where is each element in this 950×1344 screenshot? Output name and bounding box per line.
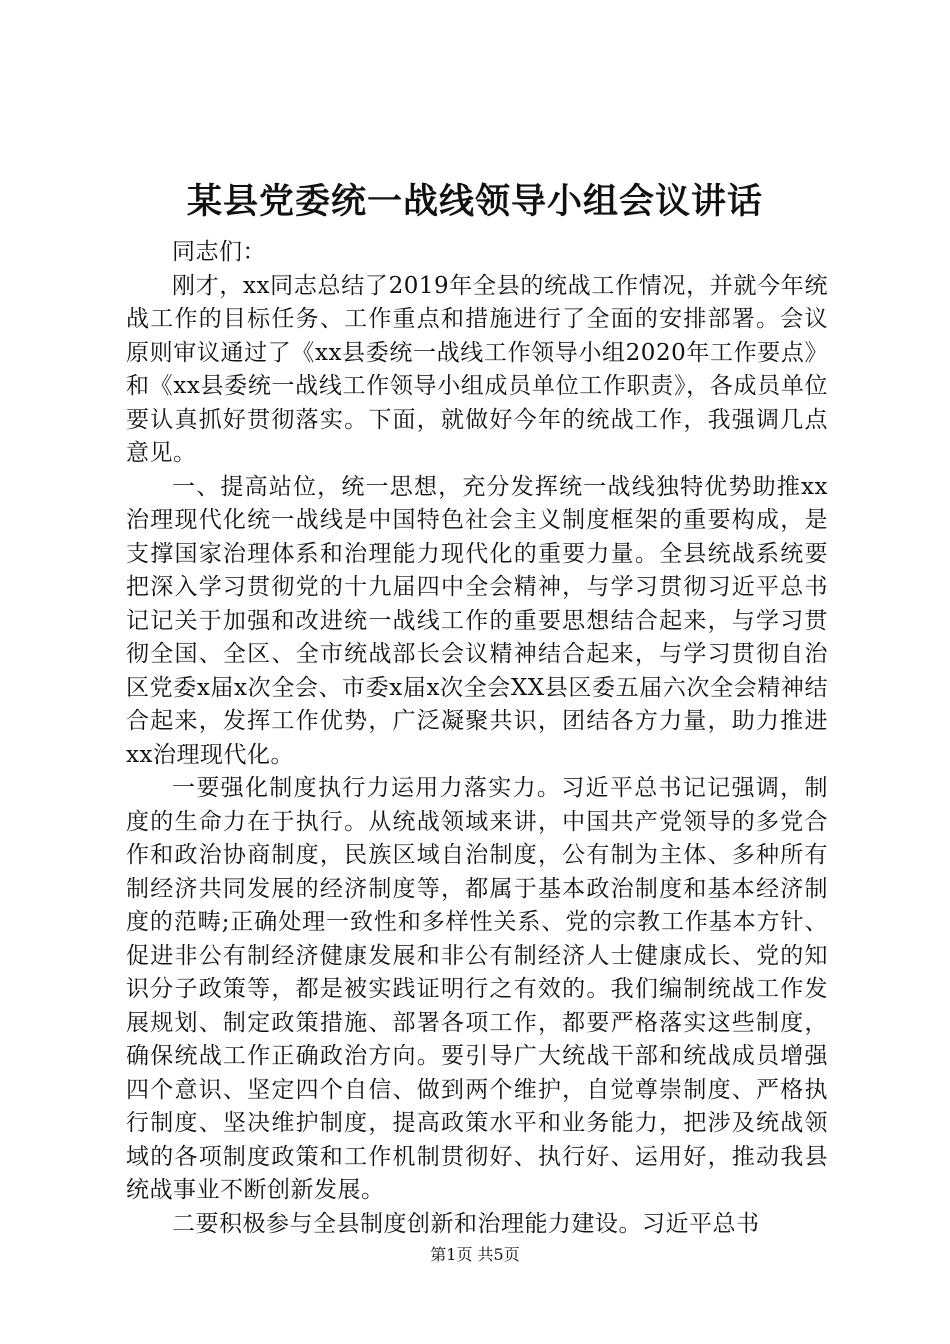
paragraph-intro: 刚才，xx同志总结了2019年全县的统战工作情况，并就今年统战工作的目标任务、工作重点和措施进行了全面的安排部署。会议原则审议通过了《xx县委统一战线工作领导小组2020年工作要点》和《xx县委统一战线工作领导小组成员单位工作职责》，各成员单位要认真抓好贯彻落实。下面，就做好今年的统战工作，我强调几点意见。 [126, 272, 828, 466]
page-number: 第1页 共5页 [430, 1245, 520, 1264]
document-body [126, 236, 828, 1241]
document-title: 某县党委统一战线领导小组会议讲话 [186, 181, 763, 222]
salutation: 同志们： [172, 239, 266, 265]
paragraph-point-one: 一要强化制度执行力运用力落实力。习近平总书记记强调，制度的生命力在于执行。从统战领域来讲，中国共产党领导的多党合作和政治协商制度，民族区域自治制度，公有制为主体、多种所有制经济共同发展的经济制度等，都属于基本政治制度和基本经济制度的范畴;正确处理一致性和多样性关系、党的宗教工作基本方针、促进非公有制经济健康发展和非公有制经济人士健康成长、党的知识分子政策等，都是被实践证明行之有效的。我们编制统战工作发展规划、制定政策措施、部署各项工作，都要严格落实这些制度，确保统战工作正确政治方向。要引导广大统战干部和统战成员增强四个意识、坚定四个自信、做到两个维护，自觉尊崇制度、严格执行制度、坚决维护制度，提高政策水平和业务能力，把涉及统战领域的各项制度政策和工作机制贯彻好、执行好、运用好，推动我县统战事业不断创新发展。 [126, 775, 828, 1203]
paragraph-point-two: 二要积极参与全县制度创新和治理能力建设。习近平总书 [172, 1210, 760, 1237]
paragraph-section-one: 一、提高站位，统一思想，充分发挥统一战线独特优势助推xx治理现代化统一战线是中国特色社会主义制度框架的重要构成，是支撑国家治理体系和治理能力现代化的重要力量。全县统战系统要把深入学习贯彻党的十九届四中全会精神，与学习贯彻习近平总书记记关于加强和改进统一战线工作的重要思想结合起来，与学习贯彻全国、全区、全市统战部长会议精神结合起来，与学习贯彻自治区党委x届x次全会、市委x届x次全会XX县区委五届六次全会精神结合起来，发挥工作优势，广泛凝聚共识，团结各方力量，助力推进xx治理现代化。 [126, 473, 828, 768]
